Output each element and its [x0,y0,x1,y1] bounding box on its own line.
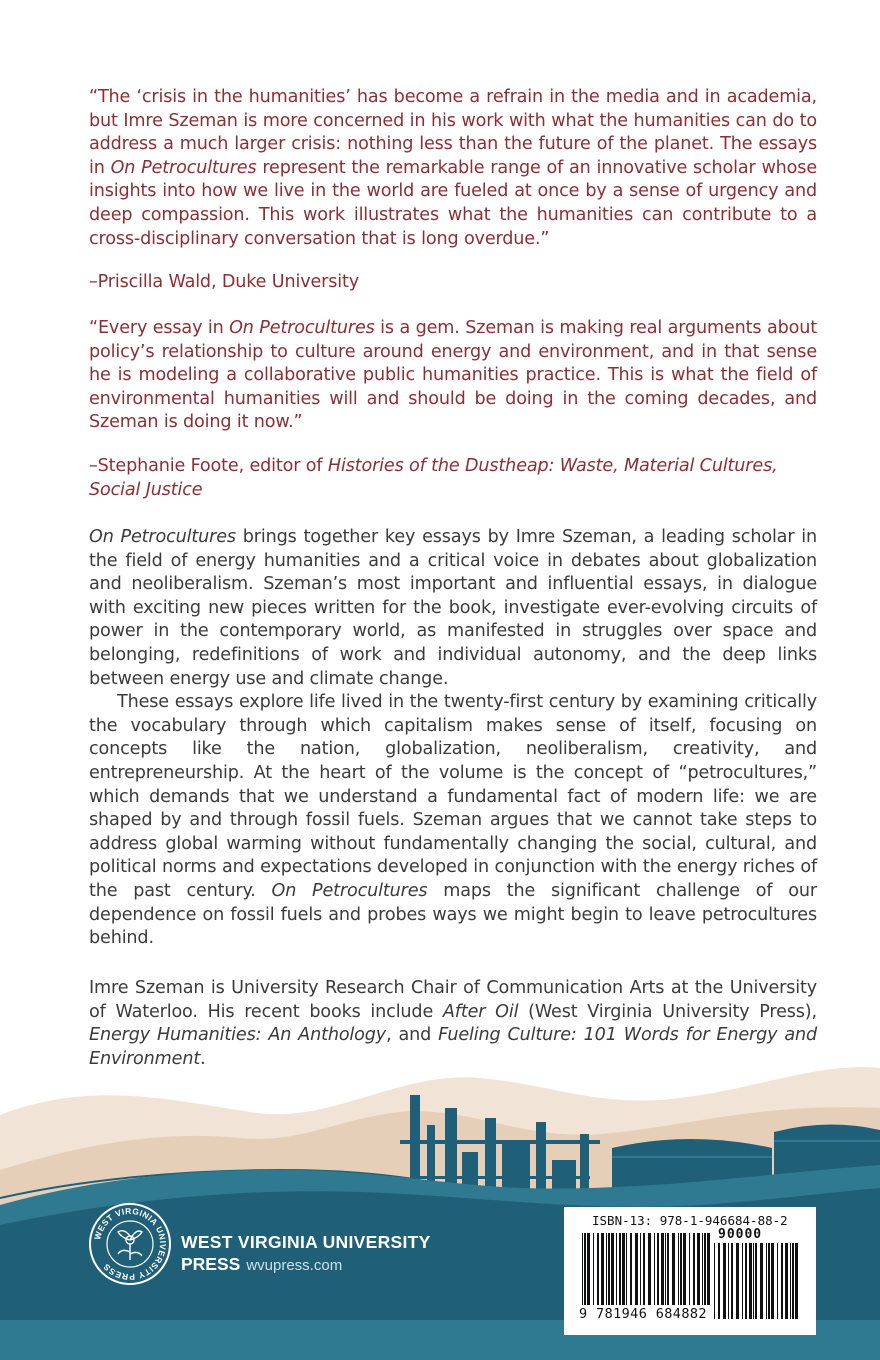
barcode-bar [657,1233,659,1305]
barcode-bar [718,1243,720,1319]
barcode-bar [593,1233,594,1305]
barcode-bar [672,1233,675,1305]
barcode-bar [693,1233,695,1305]
barcode-bar [643,1233,645,1305]
barcode-bar [622,1233,625,1305]
barcode-bar [606,1233,607,1305]
publisher-url[interactable]: wvupress.com [246,1257,343,1274]
barcode-bar [792,1243,794,1319]
barcode-digits: 9 781946 684882 [579,1306,707,1322]
barcode-bar [771,1243,774,1319]
barcode-bar [654,1233,655,1305]
barcode-bar [601,1233,604,1305]
barcode-bar [785,1243,788,1319]
barcode-bar [680,1233,682,1305]
barcode-bar [635,1233,638,1305]
barcode-bar [584,1233,586,1305]
barcode-bar [597,1233,599,1305]
barcode-bar [689,1233,690,1305]
svg-text:WEST VIRGINIA UNIVERSITY PRESS: WEST VIRGINIA UNIVERSITY PRESS [92,1205,169,1283]
author-bio: Imre Szeman is University Research Chair of Communication Arts at the University of Waterloo. His recent books include After Oil (West Virginia University Press), Energy Humanities: An Anthology, and Fueling Culture: 101 Words for Energy and Environment. [89,978,817,1069]
praise-quote-1: “The ‘crisis in the humanities’ has become a refrain in the media and in academia, but Imre Szeman is more concerned in his work with what the humanities can do to address a much larger crisis: nothing less than the future of the planet. The essays in On Petrocultures represent the remarkable range of an innovative scholar whose insights into how we live in the world are fueled at once by a sense of urgency and deep compassion. This work illustrates what the humanities can contribute to a cross-disciplinary conversation that is long overdue.” [89,87,817,249]
barcode-bar [731,1243,733,1319]
barcode-bar [736,1243,739,1319]
barcode-bar [697,1233,700,1305]
barcode-bar [777,1243,778,1319]
price-code: 90000 [718,1227,763,1242]
barcode-bar [616,1233,617,1305]
barcode-bar [630,1233,632,1305]
publisher-seal-logo [88,1202,172,1286]
book-description [89,526,817,951]
barcode-bar [707,1233,710,1305]
praise-quote-2: “Every essay in On Petrocultures is a gem. Szeman is making real arguments about policy’s relationship to culture around energy and environment, and in that sense he is modeling a collaborative public humanities practice. This is what the field of environmental humanities will and should be doing in the coming decades, and Szeman is doing it now.” [89,318,817,433]
barcode-bar [728,1243,729,1319]
description-paragraph-2: These essays explore life lived in the twenty-first century by examining critically the vocabulary through which capitalism makes sense of itself, focusing on concepts like the nation, globalization, neoliberalism, creativity, and entrepreneurship. At the heart of the volume is the concept of “petrocultures,” which demands that we understand a fundamental fact of modern life: we are shaped by and through fossil fuels. Szeman argues that we cannot take steps to address global warming without fundamentally changing the social, cultural, and political norms and expectations developed in conjunction with the energy riches of the past century. On Petrocultures maps the significant challenge of our dependence on fossil fuels and probes ways we might begin to leave petrocultures behind. [89,692,817,949]
barcode-bar [745,1243,747,1319]
barcode-bar [626,1233,627,1305]
barcode-bar [795,1243,798,1319]
barcode-bar [665,1233,666,1305]
publisher-name [181,1231,431,1277]
barcode-bar [702,1233,703,1305]
barcode-bar [608,1233,610,1305]
publisher-university: WEST VIRGINIA UNIVERSITY [181,1232,431,1252]
barcode-bar [781,1243,783,1319]
barcode-bar [768,1243,770,1319]
barcode-bar [640,1233,641,1305]
barcode-bar [723,1243,726,1319]
barcode-bar [749,1243,752,1319]
barcode-bar [742,1243,743,1319]
barcode-bar [619,1233,621,1305]
praise-attribution-2: –Stephanie Foote, editor of Histories of the Dustheap: Waste, Material Cultures, Social Justice [89,456,778,500]
barcode-bar [753,1243,754,1319]
barcode-bar [755,1243,757,1319]
praise-attribution-1: –Priscilla Wald, Duke University [89,272,360,292]
barcode-bar [683,1233,686,1305]
isbn-label: ISBN-13: 978-1-946684-88-2 [592,1213,788,1228]
barcode-bar [760,1243,763,1319]
publisher-press: PRESS [181,1254,241,1274]
barcode-bar [704,1233,706,1305]
barcode-bar [611,1233,614,1305]
description-paragraph-1: On Petrocultures brings together key essays by Imre Szeman, a leading scholar in the field of energy humanities and a critical voice in debates about globalization and neoliberalism. Szeman’s most important and influential essays, in dialogue with exciting new pieces written for the book, investigate ever-evolving circuits of power in the contemporary world, as manifested in struggles over space and belonging, redefinitions of work and individual autonomy, and the deep links between energy use and climate change. [89,527,817,689]
barcode-bar [661,1233,664,1305]
barcode-bar [587,1233,590,1305]
barcode-bar [582,1233,583,1305]
barcode-bar [667,1233,669,1305]
barcode-bar [714,1243,715,1319]
barcode-bar [678,1233,679,1305]
barcode-bar [648,1233,651,1305]
barcode-bar [790,1243,791,1319]
barcode-bar [766,1243,767,1319]
